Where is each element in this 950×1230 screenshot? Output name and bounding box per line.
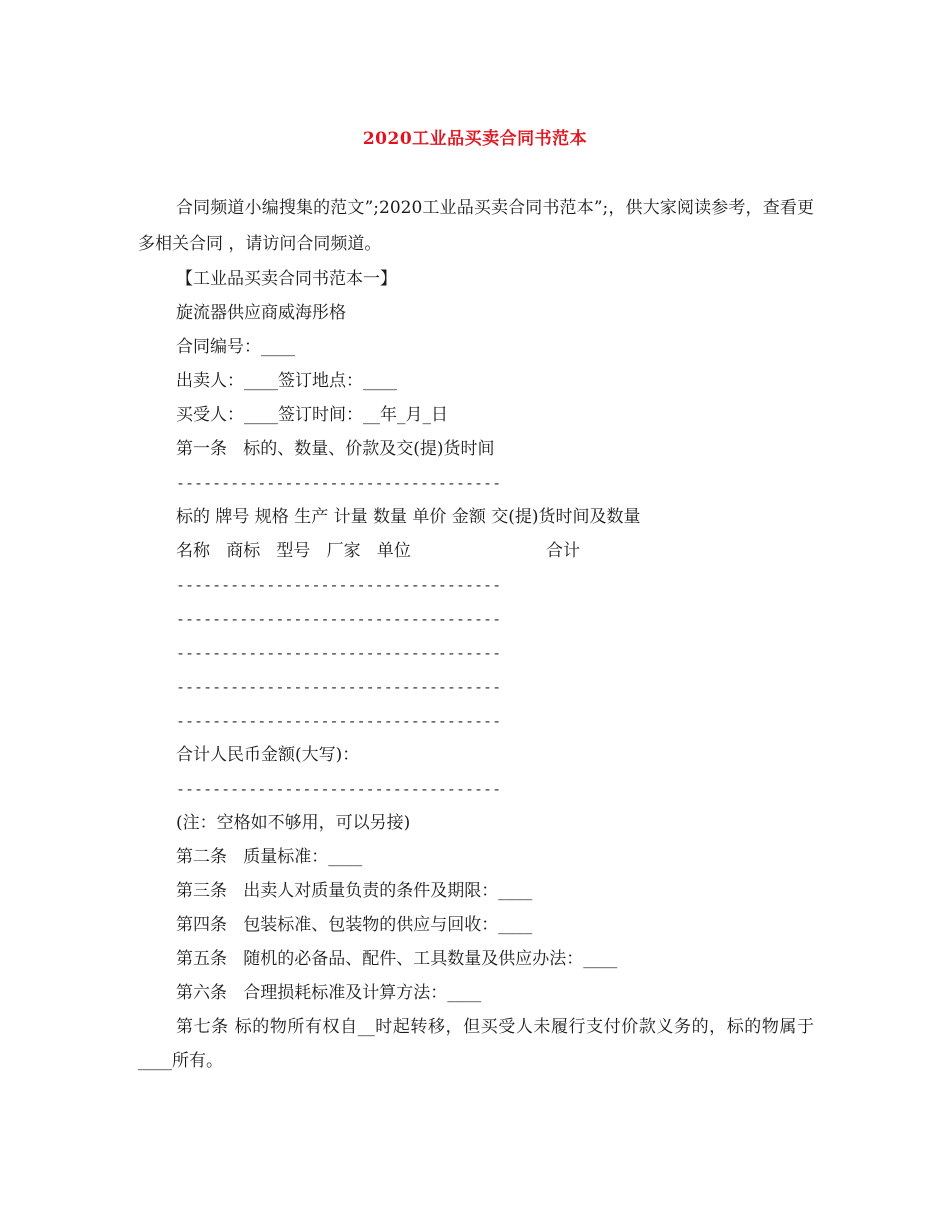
document-title: 2020工业品买卖合同书范本 [362, 129, 588, 149]
table-row: ------------------------------------ [176, 712, 502, 730]
table-row: ------------------------------------ [176, 610, 502, 628]
note-line: (注：空格如不够用，可以另接) [176, 813, 411, 833]
table-row: ------------------------------------ [176, 644, 502, 662]
article-3: 第三条 出卖人对质量负责的条件及期限：____ [176, 881, 533, 901]
article-6: 第六条 合理损耗标准及计算方法：____ [176, 983, 482, 1003]
total-amount-label: 合计人民币金额(大写)： [176, 745, 360, 765]
article-4: 第四条 包装标准、包装物的供应与回收：____ [176, 915, 533, 935]
contract-number-line: 合同编号：____ [176, 337, 295, 357]
table-row: ------------------------------------ [176, 678, 502, 696]
article-2: 第二条 质量标准：____ [176, 847, 363, 867]
divider-line: ------------------------------------ [176, 474, 502, 492]
table-header-row-2: 名称 商标 型号 厂家 单位 合计 [176, 541, 580, 561]
intro-paragraph: 合同频道小编搜集的范文”;2020工业品买卖合同书范本”;，供大家阅读参考，查看更多相关合同 ，请访问合同频道。 [138, 198, 814, 254]
document-body [138, 190, 814, 1078]
table-row: ------------------------------------ [176, 576, 502, 594]
section-heading: 【工业品买卖合同书范本一】 [176, 269, 397, 289]
total-amount-line: ------------------------------------ [176, 780, 502, 798]
article-1-heading: 第一条 标的、数量、价款及交(提)货时间 [176, 439, 495, 459]
article-7: 第七条 标的物所有权自__时起转移，但买受人未履行支付价款义务的，标的物属于____所有。 [138, 1017, 814, 1071]
seller-line: 出卖人：____签订地点：____ [176, 371, 397, 391]
buyer-line: 买受人：____签订时间：__年_月_日 [176, 405, 448, 425]
supplier-line: 旋流器供应商威海彤格 [176, 303, 346, 323]
table-header-row-1: 标的 牌号 规格 生产 计量 数量 单价 金额 交(提)货时间及数量 [176, 507, 641, 527]
article-5: 第五条 随机的必备品、配件、工具数量及供应办法：____ [176, 949, 618, 969]
